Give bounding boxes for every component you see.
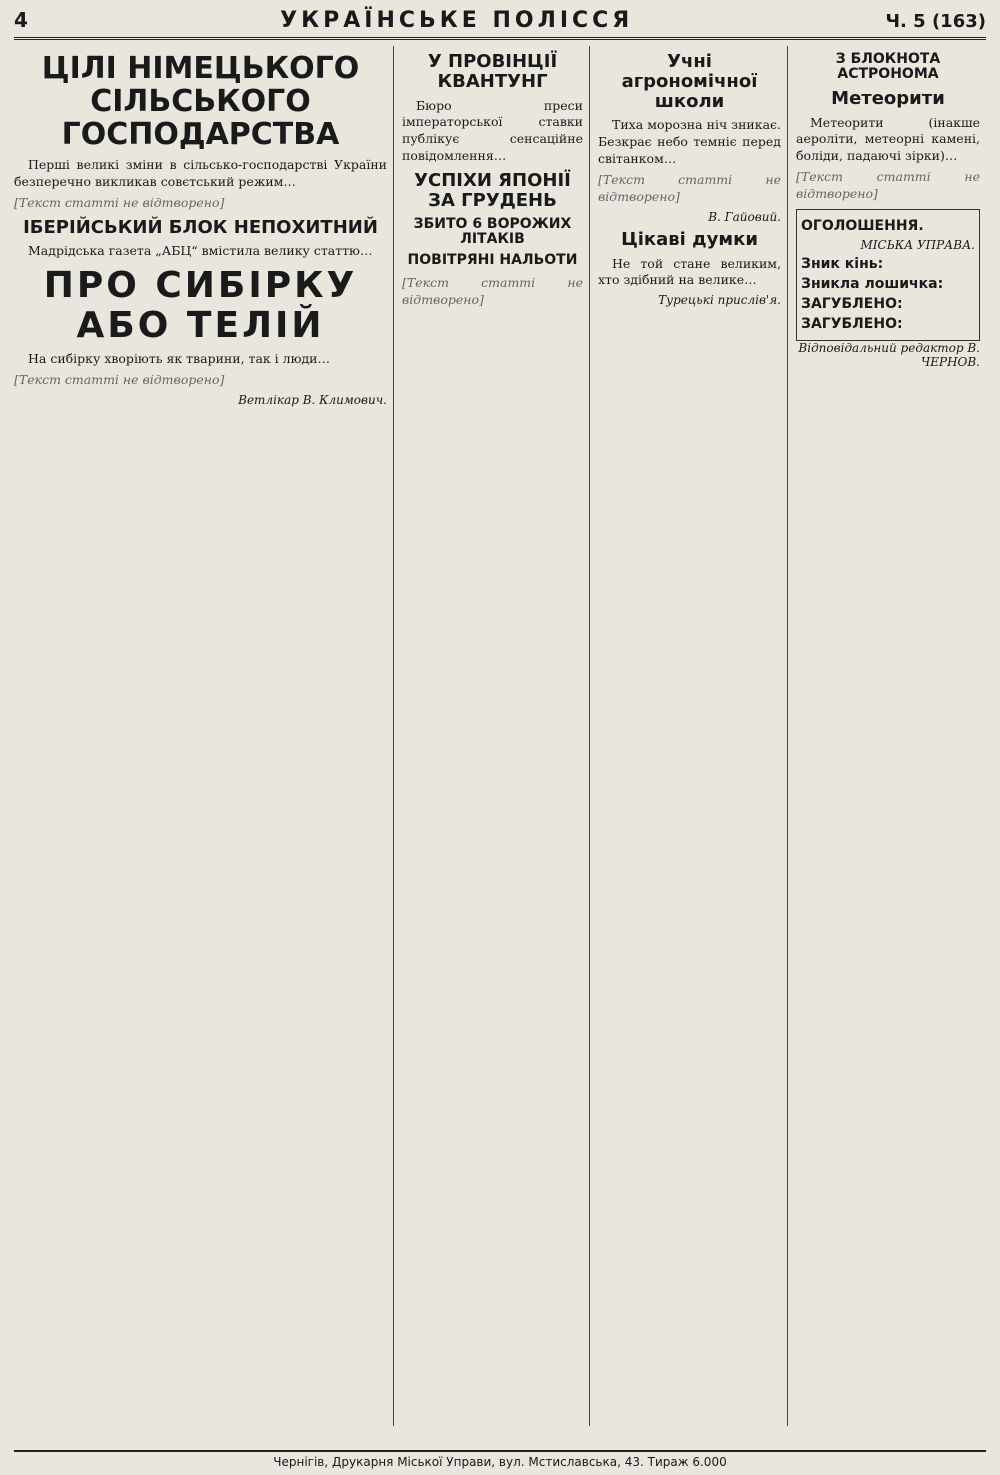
editor-line: Відповідальний редактор В. ЧЕРНОВ. [798, 340, 980, 369]
ads-signature: МІСЬКА УПРАВА. [860, 237, 975, 252]
column-2 [402, 46, 590, 1426]
headline-agro-school: Учні агрономічної школи [621, 51, 758, 112]
headline-iberian: ІБЕРІЙСЬКИЙ БЛОК НЕПОХИТНИЙ [23, 216, 378, 238]
page-number: 4 [14, 8, 28, 32]
ad-item: Зник кінь: [801, 255, 884, 272]
headline-six-planes: ЗБИТО 6 ВОРОЖИХ ЛІТАКІВ [413, 215, 572, 248]
column-1 [14, 46, 394, 1426]
issue-number: Ч. 5 (163) [885, 11, 986, 32]
headline-kwantung: У ПРОВІНЦІЇ КВАНТУНГ [427, 51, 558, 92]
author-thoughts: Турецькі прислів'я. [658, 293, 781, 308]
ad-item: ЗАГУБЛЕНО: [801, 315, 903, 332]
placeholder: [Текст статті не відтворено] [14, 194, 225, 210]
excerpt-meteorites: Метеорити (інакше аероліти, метеорні камені, боліди, падаючі зірки)… [796, 114, 980, 164]
ads-heading: ОГОЛОШЕННЯ. [801, 217, 924, 234]
placeholder: [Текст статті не відтворено] [598, 172, 781, 204]
column-3 [598, 46, 788, 1426]
author-agro-school: В. Гайовий. [708, 209, 781, 224]
footer-imprint: Чернігів, Друкарня Міської Управи, вул. Мстиславська, 43. Тираж 6.000 [14, 1450, 986, 1469]
headline-farming: ЦІЛІ НІМЕЦЬКОГО СІЛЬСЬКОГО ГОСПОДАРСТВА [41, 51, 360, 152]
excerpt-kwantung: Бюро преси імператорської ставки публікує сенсаційне повідомлення… [402, 97, 583, 164]
headline-meteorites: Метеорити [831, 87, 945, 109]
author-anthrax: Ветлікар В. Климович. [238, 393, 387, 408]
headline-anthrax: ПРО СИБІРКУ АБО ТЕЛІЙ [43, 265, 358, 346]
ads-section [796, 209, 980, 341]
column-4 [796, 46, 986, 1426]
ad-item: ЗАГУБЛЕНО: [801, 295, 903, 312]
masthead [14, 8, 986, 40]
excerpt-agro-school: Тиха морозна ніч зникає. Безкрає небо темніє перед світанком… [598, 117, 781, 167]
section-astronomy: З БЛОКНОТА АСТРОНОМА [835, 51, 941, 83]
ad-item: Зникла лошичка: [801, 275, 944, 292]
placeholder: [Текст статті не відтворено] [14, 372, 225, 388]
placeholder: [Текст статті не відтворено] [796, 169, 980, 202]
excerpt-iberian: Мадрідська газета „АБЦ“ вмістила велику статтю… [28, 243, 373, 259]
headline-air-raids: ПОВІТРЯНІ НАЛЬОТИ [407, 252, 578, 269]
placeholder: [Текст статті не відтворено] [402, 274, 583, 307]
newspaper-title: УКРАЇНСЬКЕ ПОЛІССЯ [280, 8, 634, 33]
headline-japan-success: УСПІХИ ЯПОНІЇ ЗА ГРУДЕНЬ [414, 170, 571, 211]
excerpt-farming: Перші великі зміни в сільсько-господарстві України безперечно викликав совєтський режим… [14, 157, 387, 189]
excerpt-anthrax: На сибірку хворіють як тварини, так і люди… [28, 351, 331, 367]
excerpt-thoughts: Не той стане великим, хто здібний на велике… [598, 255, 781, 288]
headline-thoughts: Цікаві думки [621, 228, 758, 250]
